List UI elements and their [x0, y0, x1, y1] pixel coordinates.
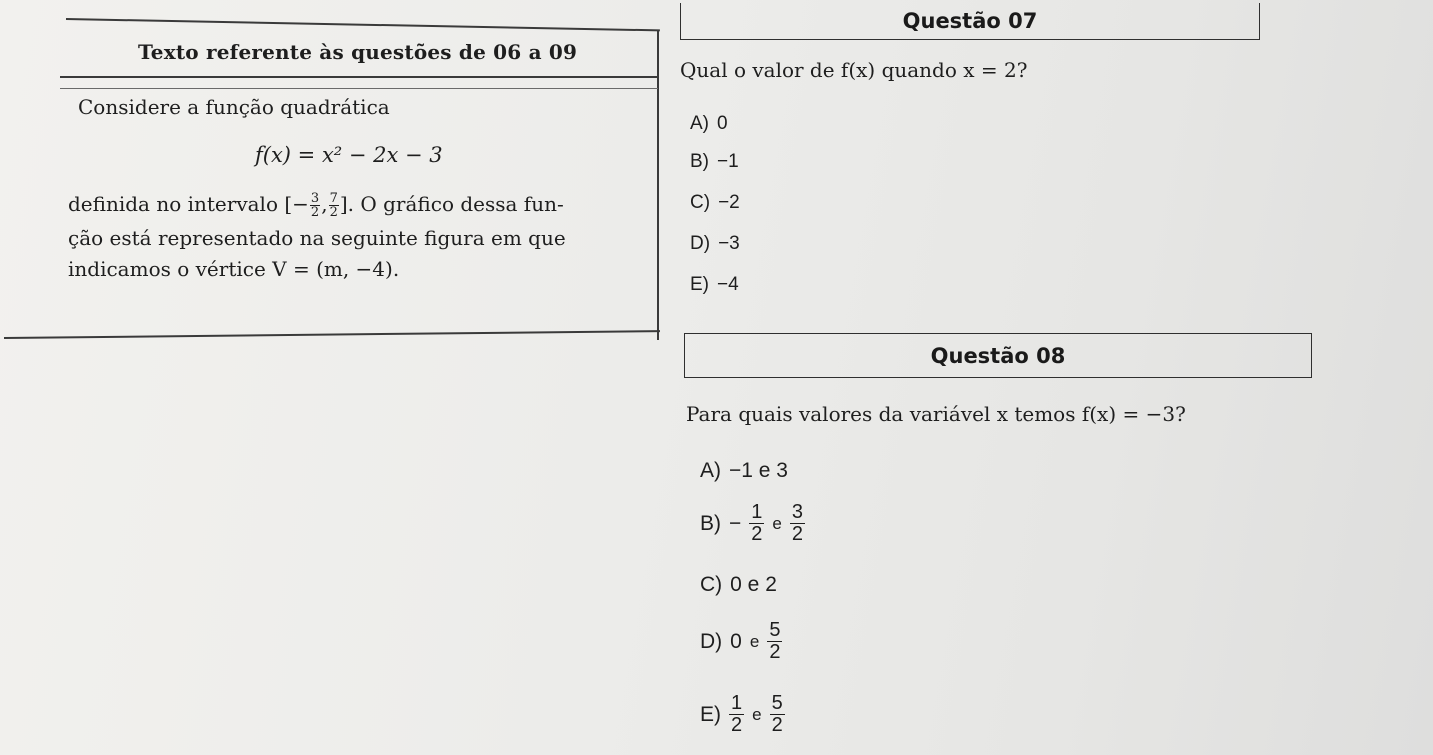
- option-letter: D): [690, 233, 711, 254]
- conjunction: e: [772, 513, 782, 533]
- option-letter: B): [700, 511, 721, 535]
- q08-option-a[interactable]: [700, 459, 788, 483]
- fraction-three-halves: [790, 502, 805, 545]
- panel-title-rule: [60, 76, 658, 78]
- q07-option-b[interactable]: [690, 150, 739, 173]
- q08-option-d[interactable]: [700, 620, 782, 663]
- option-value: −3: [718, 233, 740, 254]
- panel-title-rule-2: [60, 88, 658, 89]
- fraction-one-half: [749, 502, 764, 545]
- fraction-den: 2: [769, 641, 781, 663]
- q07-option-a[interactable]: [690, 112, 728, 135]
- option-letter: D): [700, 629, 723, 653]
- fraction-den: 2: [771, 714, 783, 736]
- body-line-2: ção está representado na seguinte figura em que: [68, 226, 566, 250]
- option-prefix: 0: [730, 629, 742, 653]
- fraction-num: 1: [731, 692, 743, 714]
- fraction-den: 2: [791, 523, 803, 545]
- option-letter: A): [690, 113, 709, 134]
- fraction-den: 2: [731, 714, 743, 736]
- option-letter: E): [700, 702, 721, 726]
- option-letter: C): [690, 192, 711, 213]
- option-value: −2: [718, 192, 740, 213]
- intro-text: Considere a função quadrática: [78, 95, 390, 119]
- option-letter: E): [690, 274, 709, 295]
- interval-lower-fraction: [310, 192, 320, 219]
- fraction-num: 1: [751, 501, 763, 523]
- interval-close: ].: [339, 192, 355, 216]
- fraction-num: 5: [769, 619, 781, 641]
- question-07-header: [680, 3, 1260, 40]
- body-line-1-post: O gráfico dessa fun-: [360, 192, 564, 216]
- question-07-prompt: Qual o valor de f(x) quando x = 2?: [680, 58, 1028, 82]
- interval-sep: ,: [321, 192, 328, 216]
- question-08-title: Questão 08: [930, 343, 1066, 368]
- function-formula: f(x) = x² − 2x − 3: [255, 143, 443, 167]
- body-line-1-pre: definida no intervalo: [68, 192, 278, 216]
- panel-top-rule: [66, 18, 660, 31]
- fraction-num: 5: [771, 692, 783, 714]
- q08-option-c[interactable]: [700, 573, 777, 597]
- fraction-one-half: [729, 693, 744, 736]
- interval-upper-den: 2: [329, 205, 338, 220]
- option-value: −1 e 3: [729, 459, 788, 482]
- fraction-five-halves: [767, 620, 782, 663]
- question-08-header: [684, 333, 1312, 378]
- option-value: −4: [717, 274, 739, 295]
- panel-bottom-rule: [4, 330, 660, 339]
- question-07-title: Questão 07: [902, 9, 1038, 33]
- interval-lower-num: 3: [310, 191, 320, 206]
- q07-option-c[interactable]: [690, 191, 740, 214]
- panel-title: Texto referente às questões de 06 a 09: [138, 40, 578, 64]
- option-value: 0 e 2: [730, 573, 777, 596]
- interval-upper-fraction: [329, 192, 339, 219]
- question-08-prompt: Para quais valores da variável x temos f(x) = −3?: [686, 402, 1186, 426]
- q08-option-e[interactable]: [700, 693, 785, 736]
- fraction-five-halves: [770, 693, 785, 736]
- q08-option-b[interactable]: [700, 502, 805, 545]
- option-value: 0: [717, 113, 728, 134]
- minus-sign: −: [729, 511, 742, 535]
- body-line-3: indicamos o vértice V = (m, −4).: [68, 257, 400, 281]
- q07-option-d[interactable]: [690, 232, 740, 255]
- fraction-num: 3: [791, 501, 803, 523]
- option-letter: B): [690, 151, 709, 172]
- conjunction: e: [752, 704, 762, 724]
- fraction-den: 2: [751, 523, 763, 545]
- body-line-1: [68, 192, 564, 219]
- interval-upper-num: 7: [329, 191, 338, 206]
- interval-open: [−: [284, 192, 309, 216]
- interval-lower-den: 2: [310, 205, 320, 220]
- option-letter: A): [700, 459, 721, 482]
- option-letter: C): [700, 573, 723, 596]
- conjunction: e: [749, 631, 760, 651]
- q07-option-e[interactable]: [690, 273, 739, 296]
- option-value: −1: [717, 151, 739, 172]
